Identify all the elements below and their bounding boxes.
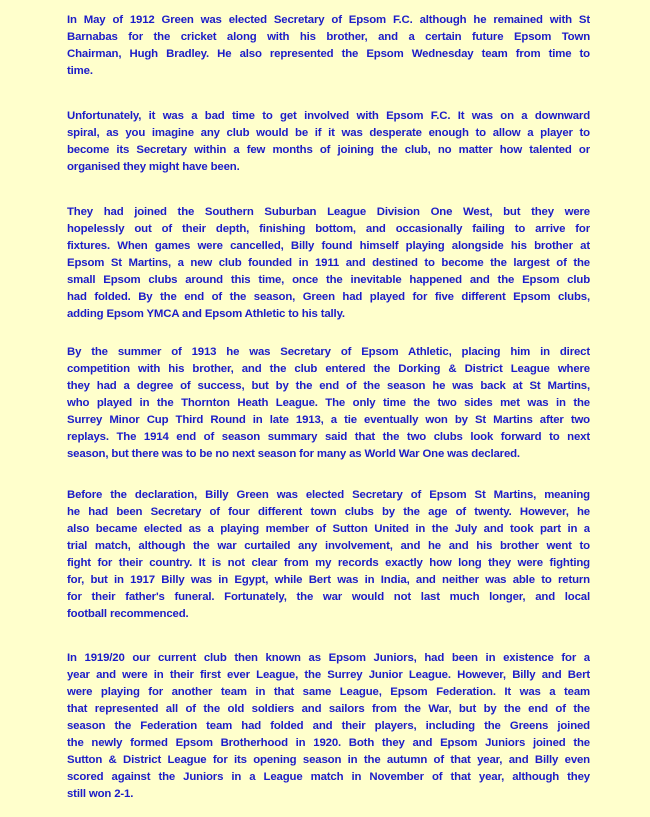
paragraph-line: Sutton & District League for its opening season in the autumn of that year, and Billy even: [67, 754, 590, 766]
paragraph-line: In 1919/20 our current club then known as Epsom Juniors, had been in existence for a: [67, 652, 590, 664]
paragraph-line: spiral, as you imagine any club would be if it was desperate enough to allow a player to: [67, 127, 590, 139]
paragraph-line: for, but in 1917 Billy was in Egypt, while Bert was in India, and neither was able to return: [67, 574, 590, 586]
paragraph-line: fixtures. When games were cancelled, Billy found himself playing alongside his brother at: [67, 240, 590, 252]
paragraph: [67, 204, 590, 323]
paragraph-line: Barnabas for the cricket along with his brother, and a certain future Epsom Town: [67, 31, 590, 43]
paragraph-line: they had a degree of success, but by the end of the season he was back at St Martins,: [67, 380, 590, 392]
paragraph: [67, 650, 590, 803]
paragraph-line: for their father's funeral. Fortunately, the war would not last much longer, and local: [67, 591, 590, 603]
paragraph: [67, 487, 590, 623]
paragraph: [67, 12, 590, 80]
paragraph-line: he had been Secretary of four different town clubs by the age of twenty. However, he: [67, 506, 590, 518]
paragraph-line: become its Secretary within a few months of joining the club, no matter how talented or: [67, 144, 590, 156]
paragraph-line: that represented all of the old soldiers and sailors from the War, but by the end of the: [67, 703, 590, 715]
paragraph-line: In May of 1912 Green was elected Secretary of Epsom F.C. although he remained with St: [67, 14, 590, 26]
paragraph-line: season, but there was to be no next season for many as World War One was declared.: [67, 448, 520, 460]
paragraph-line: They had joined the Southern Suburban League Division One West, but they were: [67, 206, 590, 218]
paragraph-line: trial match, although the war curtailed any involvement, and he and his brother went to: [67, 540, 590, 552]
paragraph-line: year and were in their first ever League, the Surrey Junior League. However, Billy and Bert: [67, 669, 590, 681]
paragraph-line: who played in the Thornton Heath League. The only time the two sides met was in the: [67, 397, 590, 409]
paragraph-line: By the summer of 1913 he was Secretary of Epsom Athletic, placing him in direct: [67, 346, 590, 358]
paragraph-line: football recommenced.: [67, 608, 189, 620]
paragraph-line: fight for their country. It is not clear from my records exactly how long they were fighting: [67, 557, 590, 569]
paragraph-line: Epsom St Martins, a new club founded in 1911 and destined to become the largest of the: [67, 257, 590, 269]
paragraph-line: still won 2-1.: [67, 788, 134, 800]
paragraph-line: time.: [67, 65, 93, 77]
paragraph-line: also became elected as a playing member of Sutton United in the July and took part in a: [67, 523, 590, 535]
paragraph-line: the newly formed Epsom Brotherhood in 1920. Both they and Epsom Juniors joined the: [67, 737, 590, 749]
paragraph-line: season the Federation team had folded and their players, including the Greens joined: [67, 720, 590, 732]
paragraph-line: adding Epsom YMCA and Epsom Athletic to his tally.: [67, 308, 345, 320]
paragraph: [67, 108, 590, 176]
paragraph-line: organised they might have been.: [67, 161, 240, 173]
paragraph-line: scored against the Juniors in a League match in November of that year, although they: [67, 771, 590, 783]
paragraph-line: Chairman, Hugh Bradley. He also represented the Epsom Wednesday team from time to: [67, 48, 590, 60]
paragraph-line: competition with his brother, and the club entered the Dorking & District League where: [67, 363, 590, 375]
paragraph-line: hopelessly out of their depth, finishing bottom, and occasionally failing to arrive for: [67, 223, 590, 235]
paragraph-line: Surrey Minor Cup Third Round in late 1913, a tie eventually won by St Martins after two: [67, 414, 590, 426]
paragraph-line: were playing for another team in that same League, Epsom Federation. It was a team: [67, 686, 590, 698]
paragraph: [67, 344, 590, 463]
paragraph-line: Unfortunately, it was a bad time to get involved with Epsom F.C. It was on a downward: [67, 110, 590, 122]
paragraph-line: Before the declaration, Billy Green was elected Secretary of Epsom St Martins, meaning: [67, 489, 590, 501]
paragraph-line: replays. The 1914 end of season summary said that the two clubs look forward to next: [67, 431, 590, 443]
paragraph-line: small Epsom clubs around this time, once the inevitable happened and the Epsom club: [67, 274, 590, 286]
paragraph-line: had folded. By the end of the season, Green had played for five different Epsom clubs,: [67, 291, 590, 303]
